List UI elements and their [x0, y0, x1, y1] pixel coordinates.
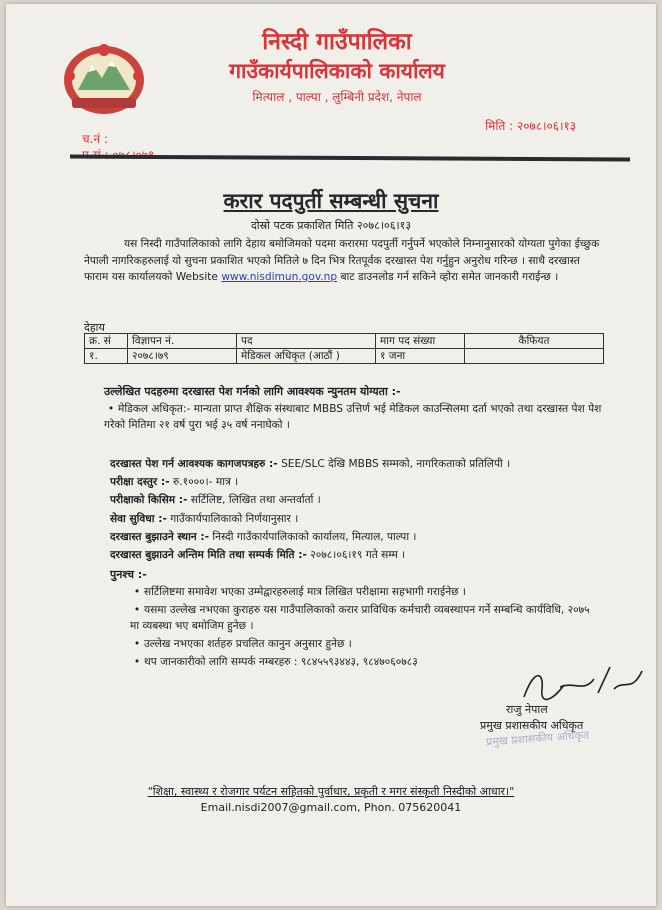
official-stamp: प्रमुख प्रशासकीय अधिकृत	[485, 728, 590, 749]
municipality-name: निस्दी गाउँपालिका	[262, 29, 412, 55]
deadline-label: दरखास्त बुझाउने अन्तिम मिति तथा सम्पर्क मिति :-	[110, 549, 307, 561]
documents-line	[110, 456, 610, 472]
note-text: यसमा उल्लेख नभएका कुराहरु यस गाउँपालिकाको करार प्राविधिक कर्मचारी व्यबस्थापन गर्ने सम्बन्धि कार्यविधि, २०७५ मा व्यबस्था भए बमोजिम हुनेछ ।	[130, 604, 590, 632]
submission-place-value: निस्दी गाउँकार्यपालिकाको कार्यालय, मित्याल, पाल्पा ।	[209, 531, 417, 543]
table-cell: २०७८।७९	[128, 349, 237, 364]
exam-type-value: सर्टिलिष्ट, लिखित तथा अन्तर्वार्ता ।	[187, 494, 321, 506]
office-address: मित्याल , पाल्पा , लुम्बिनी प्रदेश, नेपाल	[252, 90, 422, 104]
fee-value: रु.१०००।- मात्र ।	[169, 476, 239, 488]
nepal-emblem-icon	[58, 40, 150, 118]
bullet-icon: •	[107, 403, 115, 415]
notice-body	[84, 236, 604, 286]
office-name: गाउँकार्यपालिकाको कार्यालय	[229, 59, 445, 83]
note-heading: पुनश्च :-	[110, 568, 147, 581]
documents-label: दरखास्त पेश गर्न आवश्यक कागजपत्रहरु :-	[110, 458, 278, 470]
bullet-icon: •	[133, 656, 141, 668]
table-caption: देहाय	[84, 321, 105, 334]
vacancy-table	[84, 333, 604, 364]
notice-title: करार पदपुर्ती सम्बन्धी सुचना	[223, 189, 439, 213]
letter-date: मिति : २०७८।०६।१३	[485, 119, 576, 133]
qualification-item	[104, 401, 604, 433]
submission-place-line	[110, 529, 416, 545]
table-row	[85, 349, 604, 364]
fee-line	[110, 474, 238, 490]
table-header-cell: कैफियत	[465, 334, 604, 349]
deadline-line	[110, 547, 405, 563]
note-text: सर्टिलिष्टमा समावेश भएका उम्मेद्वारहरुलाई मात्र लिखित परीक्षामा सहभागी गराईनेछ ।	[144, 586, 466, 598]
documents-value: SEE/SLC देखि MBBS सम्मको, नागरिकताको प्रतिलिपी ।	[277, 458, 511, 470]
table-header-row	[85, 334, 604, 349]
footer-motto: "शिक्षा, स्वास्थ्य र रोजगार पर्यटन सहितको पुर्वाधार, प्रकृती र मगर संस्कृती निस्दीको आधार।"	[147, 785, 515, 798]
table-header-cell: विज्ञापन नं.	[128, 334, 237, 349]
notice-subtitle: दोस्रो पटक प्रकाशित मिति २०७८।०६।१३	[250, 219, 412, 232]
facility-line	[110, 511, 298, 527]
signatory-name: राजु नेपाल	[506, 703, 548, 716]
note-item	[130, 584, 590, 600]
table-header-cell: माग पद संख्या	[376, 334, 465, 349]
table-cell: मेडिकल अधिकृत (आठौं )	[237, 349, 376, 364]
deadline-value: २०७८।०६।१९ गते सम्म ।	[306, 549, 406, 561]
note-item	[130, 636, 590, 652]
note-text: उल्लेख नभएका शर्तहरु प्रचलित कानुन अनुसार हुनेछ ।	[144, 638, 352, 650]
document-page	[6, 4, 656, 906]
signatory-title: प्रमुख प्रशासकीय अधिकृत	[480, 719, 584, 732]
qualification-heading: उल्लेखित पदहरुमा दरखास्त पेश गर्नको लागि आवश्यक न्युनतम योग्यता :-	[104, 385, 401, 398]
note-text: थप जानकारीको लागि सम्पर्क नम्बरहरु : ९८४५५९३४४३, ९८४७०६०७८३	[144, 656, 418, 668]
facility-label: सेवा सुविधा :-	[110, 513, 167, 525]
exam-type-label: परीक्षाको किसिम :-	[110, 494, 188, 506]
fee-label: परीक्षा दस्तुर :-	[110, 476, 170, 488]
bullet-icon: •	[133, 586, 141, 598]
reference-number: च.नं :	[82, 132, 108, 146]
table-cell	[465, 349, 604, 364]
exam-type-line	[110, 492, 321, 508]
table-cell: १ जना	[376, 349, 465, 364]
facility-value: गाउँकार्यपालिकाको निर्णयानुसार ।	[166, 513, 299, 525]
footer-contact: Email.nisdi2007@gmail.com, Phon. 075620041	[200, 801, 462, 814]
table-header-cell: क्र. सं	[85, 334, 128, 349]
bullet-icon: •	[133, 638, 141, 650]
submission-place-label: दरखास्त बुझाउने स्थान :-	[110, 531, 210, 543]
notice-body-post: बाट डाउनलोड गर्न सकिने व्होरा समेत जानकारी गराईन्छ ।	[337, 271, 559, 283]
table-header-cell: पद	[237, 334, 376, 349]
table-cell: १.	[85, 349, 128, 364]
website-link[interactable]: www.nisdimun.gov.np	[221, 271, 338, 283]
qualification-text: मेडिकल अधिकृत:- मान्यता प्राप्त शैक्षिक संस्थाबाट MBBS उत्तिर्ण भई मेडिकल काउन्सिलमा दर्ता भएको तथा दरखास्त पेश पेश गरेको मितिमा २१ वर्ष पुरा भई ३५ वर्ष ननाघेको ।	[104, 403, 602, 431]
note-item	[130, 602, 590, 634]
bullet-icon: •	[133, 604, 141, 616]
notice-body-pre: यस निस्दी गाउँपालिकाको लागि देहाय बमोजिमको पदमा करारमा पदपुर्ती गर्नुपर्ने भएकोले निम्नानुसारको योग्यता पुगेका ईच्छुक नेपाली नागरिकहरुलाई यो सुचना प्रकाशित भएको मितिले ७ दिन भित्र रितपूर्वक दरखास्त पेश गर्नुहुन अनुरोध गरिन्छ । साथै दरखास्त फाराम यस कार्यालयको Website	[84, 238, 600, 283]
